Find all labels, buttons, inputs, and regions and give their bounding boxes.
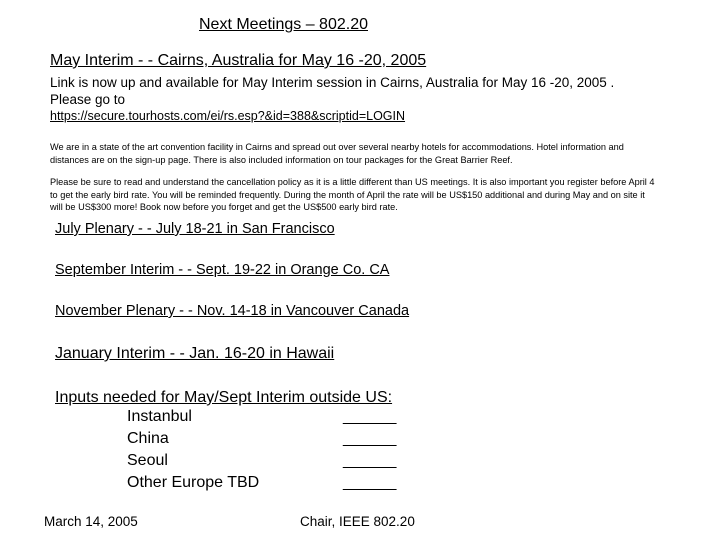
- input-location: China: [127, 430, 169, 447]
- may-interim-heading: May Interim - - Cairns, Australia for May 16 -20, 2005: [50, 52, 427, 69]
- registration-link[interactable]: https://secure.tourhosts.com/ei/rs.esp?&id=388&scriptid=LOGIN: [50, 109, 406, 123]
- meeting-july-plenary: July Plenary - - July 18-21 in San Francisco: [55, 221, 335, 237]
- inputs-heading: Inputs needed for May/Sept Interim outside US:: [55, 389, 393, 406]
- meeting-january-interim: January Interim - - Jan. 16-20 in Hawaii: [55, 345, 335, 362]
- meeting-november-plenary: November Plenary - - Nov. 14-18 in Vancouver Canada: [55, 303, 410, 319]
- footer-date: March 14, 2005: [44, 514, 138, 529]
- cancellation-note: Please be sure to read and understand the cancellation policy as it is a little different than US meetings. It is also important you register before April 4 to get the early bird rate. You will be reminded frequently. During the month of April the rate will be US$150 additional and during May and on site it will be US$300 more! Book now before you forget and get the US$500 early bird rate.: [50, 177, 655, 212]
- input-blank: ______: [343, 408, 397, 425]
- input-blank: ______: [343, 452, 397, 469]
- input-location: Instanbul: [127, 408, 192, 425]
- input-location: Seoul: [127, 452, 168, 469]
- venue-note: We are in a state of the art convention facility in Cairns and spread out over several nearby hotels for accommodations. Hotel information and distances are on the sign-up page. There is also included information on tour packages for the Great Barrier Reef.: [50, 142, 624, 165]
- footer-chair: Chair, IEEE 802.20: [300, 514, 415, 529]
- page-title: Next Meetings – 802.20: [199, 16, 368, 33]
- input-blank: ______: [343, 430, 397, 447]
- may-interim-intro: Link is now up and available for May Interim session in Cairns, Australia for May 16 -20, 2005 . Please go to: [50, 75, 615, 107]
- input-location: Other Europe TBD: [127, 474, 260, 491]
- input-blank: ______: [343, 474, 397, 491]
- meeting-september-interim: September Interim - - Sept. 19-22 in Orange Co. CA: [55, 262, 390, 278]
